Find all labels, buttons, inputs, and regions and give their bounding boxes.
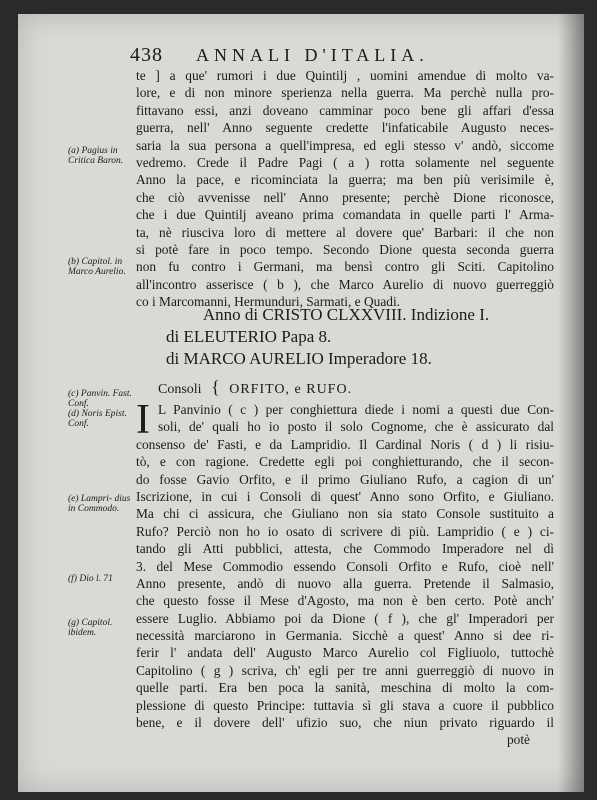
running-header [130,44,490,67]
marginal-note-c: (c) Panvin. Fast. Conf. [68,389,132,409]
catchword: potè [506,732,530,748]
text-line: tando gli Atti pubblici, attesta, che Commodo Imperadore nel dì [136,541,554,557]
marginal-note-e: (e) Lampri- dius in Commodo. [68,494,131,514]
text-line: Ma chi ci assicura, che Giuliano non sia stato Console sustituito a [136,506,554,522]
marginal-note-g: (g) Capitol. ibidem. [68,618,113,638]
text-line: Anno la pace, e ricominciata la guerra; ma ben più verisimile è, [136,172,554,188]
text-line: lore, e di non minore sperienza nella guerra. Ma perchè nulla pro- [136,85,554,101]
text-line: non fu contro i Germani, ma bensì contro gli Sciti. Capitolino [136,259,554,275]
marginal-note-d: (d) Noris Epist. Conf. [68,409,127,429]
marginal-note-a: (a) Pagius in Critica Baron. [68,146,124,166]
text-line: do fosse Gavio Orfito, e il primo Giuliano Rufo, a cagion di un' [136,471,554,487]
text-line: si potè fare in poco tempo. Secondo Dione questa seconda guerra [136,241,554,257]
text-line: tò, e con ragione. Credette egli poi conghietturando, che il secon- [136,454,554,470]
text-line: all'incontro asserisce ( b ), che Marco Aurelio di nuovo guerreggiò [136,276,554,292]
text-line: quelle parti. Era ben poca la sanità, meschina di molto la com- [136,680,554,696]
page-number: 438 [130,44,163,66]
paragraph-2-indented [158,401,554,436]
year-heading-line-3: di MARCO AURELIO Imperadore 18. [166,349,432,368]
year-heading [136,304,556,370]
text-line: fittavano essi, anzi doveano camminar poco bene gli affari d'essa [136,102,554,118]
page-spine-shadow [558,14,584,792]
paragraph-1 [136,67,554,310]
text-line: necessità marciarono in Germania. Sicchè a quest' Anno si dee ri- [136,628,554,644]
text-line: guerra, nell' Anno seguente credette l'infaticabile Augusto neces- [136,120,554,136]
text-line: Capitolino ( g ) scriva, ch' egli per tre anni guerreggiò di nuovo in [136,662,554,678]
running-title: ANNALI D'ITALIA. [196,45,429,65]
text-line: che questo fosse il Mese d'Agosto, ma non è ben certo. Potè anch' [136,593,554,609]
marginal-note-f: (f) Dio l. 71 [68,574,113,584]
marginal-note-b: (b) Capitol. in Marco Aurelio. [68,257,126,277]
text-line: consenso de' Fasti, e da Lampridio. Il Cardinal Noris ( d ) li risiu- [136,436,554,452]
book-page [18,14,584,792]
drop-cap: I [136,397,150,443]
text-line: L Panvinio ( c ) per conghiettura diede i nomi a questi due Con- [158,402,554,417]
text-line: bene, e il dovere dell' ufizio suo, che niun privato riguardo il [136,715,554,731]
text-line: soli, de' quali ho io posto il solo Cognome, che è assicurato dal [158,419,554,435]
consuls-names: ORFITO, e RUFO. [229,382,353,397]
consuls-line [158,377,352,398]
consuls-label: Consoli [158,382,202,397]
text-line: ta, nè riusciva loro di mettere al dovere que' Barbari: il che non [136,224,554,240]
year-heading-line-1: Anno di CRISTO CLXXVIII. Indizione I. [202,305,490,324]
text-line: Anno presente, andò di nuovo alla guerra. Pretende il Salmasio, [136,575,554,591]
brace-glyph: { [211,377,220,397]
text-line: Iscrizione, in cui i Consoli di quest' Anno sono Orfito, e Giuliano. [136,488,554,504]
year-heading-line-2: di ELEUTERIO Papa 8. [166,327,332,346]
text-line: Rufo? Perciò non ho io osato di scrivere di più. Lampridio ( e ) ci- [136,523,554,539]
text-line: plessione di questo Principe: tuttavia sì gli stava a cuore il pubblico [136,697,554,713]
text-line: saria la sua persona a quell'impresa, ed egli stesso v' andò, siccome [136,137,554,153]
text-line: co i Marcomanni, Hermunduri, Sarmati, e Quadi. [136,294,401,310]
text-line: 3. del Mese Commodio essendo Consoli Orfito e Rufo, cioè nell' [136,558,554,574]
text-line: vedremo. Crede il Padre Pagi ( a ) rotta solamente nel seguente [136,154,554,170]
text-line: che ciò avvenisse nell' Anno presente; perchè Dione riconosce, [136,189,554,205]
text-line: te ] a que' rumori i due Quintilj , uomini amendue di molto va- [136,68,554,83]
text-line: essere Luglio. Abbiamo poi da Dione ( f ), che gl' Imperadori per [136,610,554,626]
text-line: che i due Quintilj aveano prima comandata in quelle parti l' Arma- [136,207,554,223]
paragraph-2 [136,436,554,749]
text-line: ferir l' andata dell' Augusto Marco Aurelio col Figliuolo, tuttochè [136,645,554,661]
